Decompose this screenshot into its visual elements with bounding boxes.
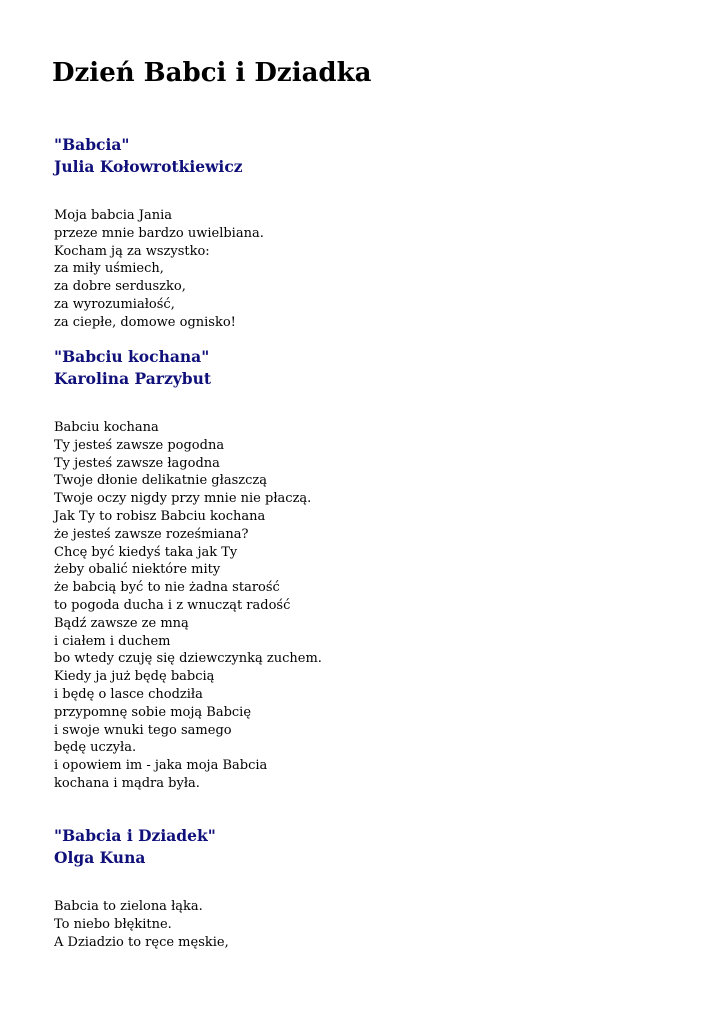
poem-title: "Babcia" xyxy=(54,135,130,154)
poem-line: że jesteś zawsze roześmiana? xyxy=(54,526,249,542)
poem-line: Babciu kochana xyxy=(54,420,159,435)
poem-line: Kiedy ja już będę babcią xyxy=(54,669,215,685)
poem-line: Chcę być kiedyś taka jak Ty xyxy=(54,544,238,560)
poem-line: Twoje dłonie delikatnie głaszczą xyxy=(54,473,267,489)
poem-line: za miły uśmiech, xyxy=(54,261,164,277)
poem-heading xyxy=(54,134,243,178)
poem-line: Ty jesteś zawsze łagodna xyxy=(54,455,220,471)
poem-line: to pogoda ducha i z wnucząt radość xyxy=(54,597,291,613)
poem-line: kochana i mądra była. xyxy=(54,775,200,791)
poem-heading xyxy=(54,825,216,869)
poem-line: żeby obalić niektóre mity xyxy=(54,562,221,578)
poem-line: przeze mnie bardzo uwielbiana. xyxy=(54,225,264,241)
poem-line: i swoje wnuki tego samego xyxy=(54,722,232,738)
poem-body xyxy=(54,207,264,332)
poem-line: za wyrozumiałość, xyxy=(54,296,175,312)
document-title: Dzień Babci i Dziadka xyxy=(52,58,372,88)
poem-line: Jak Ty to robisz Babciu kochana xyxy=(54,508,266,524)
poem-line: Babcia to zielona łąka. xyxy=(54,899,203,914)
poem-line: że babcią być to nie żadna starość xyxy=(54,580,280,596)
poem-title: "Babciu kochana" xyxy=(54,347,210,366)
poem-line: Bądź zawsze ze mną xyxy=(54,615,189,631)
poem-line: za dobre serduszko, xyxy=(54,279,186,295)
poem-author: Karolina Parzybut xyxy=(54,369,212,388)
poem-line: i będę o lasce chodziła xyxy=(54,686,203,702)
poem-line: Twoje oczy nigdy przy mnie nie płaczą. xyxy=(54,491,312,507)
poem-line: Kocham ją za wszystko: xyxy=(54,243,210,259)
poem-line: przypomnę sobie moją Babcię xyxy=(54,704,252,720)
poem-line: Moja babcia Jania xyxy=(54,208,173,223)
poem-line: będę uczyła. xyxy=(54,740,137,756)
poem-body xyxy=(54,419,322,793)
poem-line: i opowiem im - jaka moja Babcia xyxy=(54,758,268,774)
poem-author: Olga Kuna xyxy=(54,848,146,867)
poem-line: To niebo błękitne. xyxy=(54,916,172,932)
poem-line: za ciepłe, domowe ognisko! xyxy=(54,314,236,330)
poem-heading xyxy=(54,346,211,390)
poem-line: i ciałem i duchem xyxy=(54,633,171,649)
poem-line: bo wtedy czuję się dziewczynką zuchem. xyxy=(54,651,322,667)
poem-line: A Dziadzio to ręce męskie, xyxy=(54,934,229,950)
poem-line: Ty jesteś zawsze pogodna xyxy=(54,437,225,453)
poem-body xyxy=(54,898,229,951)
poem-author: Julia Kołowrotkiewicz xyxy=(54,157,243,176)
poem-title: "Babcia i Dziadek" xyxy=(54,826,216,845)
